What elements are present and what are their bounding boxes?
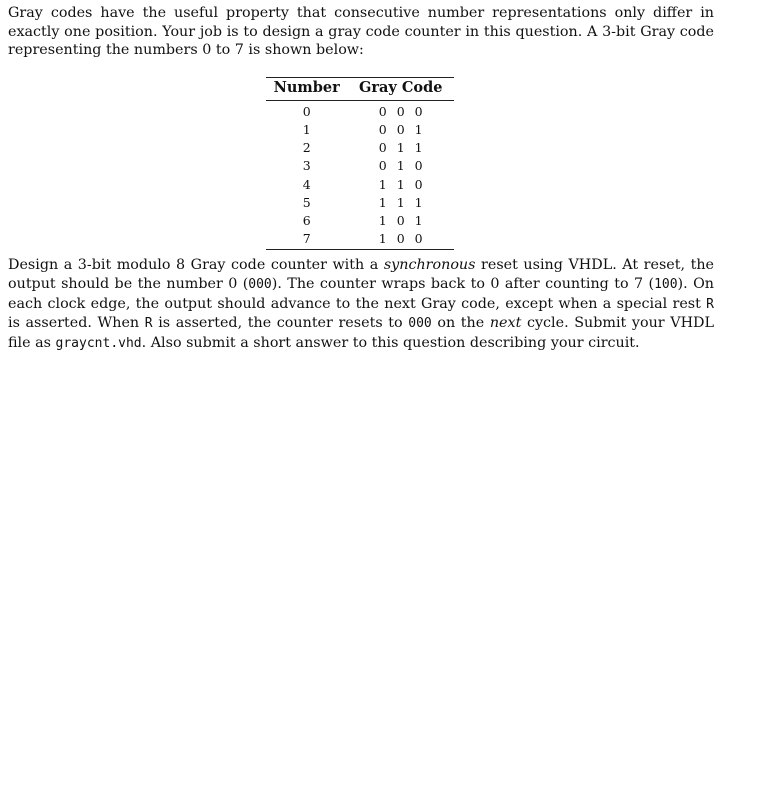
code-wrap-value: 100	[654, 277, 678, 292]
table-row	[266, 139, 454, 157]
cell-number: 5	[302, 194, 311, 210]
cell-gray-code: 0 0 0	[378, 103, 426, 119]
code-reset-value: 000	[248, 277, 272, 292]
table-row	[266, 230, 454, 250]
gray-code-table	[266, 77, 454, 251]
cell-number: 7	[266, 230, 347, 250]
table-header-row	[266, 77, 454, 100]
task-text: . Also submit a short answer to this question describing your circuit.	[141, 334, 640, 351]
task-text: is asserted, the counter resets to	[152, 315, 409, 332]
cell-gray-code: 0 1 1	[378, 140, 426, 156]
cell-gray-code: 1 0 0	[347, 230, 454, 250]
table-row	[266, 212, 454, 230]
header-gray-code: Gray Code	[347, 77, 454, 100]
gray-code-table-wrapper	[266, 77, 454, 251]
table-row	[266, 176, 454, 194]
cell-gray-code: 1 0 1	[378, 213, 426, 228]
task-text: ). The counter wraps back to 0 after counting to 7 (	[271, 276, 655, 292]
code-filename: graycnt.vhd	[55, 335, 142, 351]
task-text: ). On each clock edge, the output should advance to the next Gray code, except when a special rest	[8, 276, 714, 312]
cell-gray-code: 0 1 0	[378, 158, 426, 174]
code-reset-value: 000	[408, 316, 432, 332]
table-row	[266, 157, 454, 175]
task-text: on the	[431, 315, 490, 332]
emphasis-synchronous: synchronous	[383, 257, 476, 274]
cell-gray-code: 1 1 0	[378, 176, 426, 192]
emphasis-next: next	[489, 315, 522, 332]
task-text: cycle. Submit your VHDL file as	[8, 315, 714, 351]
document-page	[8, 4, 714, 353]
intro-paragraph: Gray codes have the useful property that consecutive number representations only differ in exactly one position. Your job is to design a gray code counter in this question. A 3-bit Gray code representing the numbers 0 to 7 is shown below:	[8, 5, 714, 59]
cell-number: 6	[302, 213, 311, 228]
task-paragraph	[8, 256, 714, 353]
task-text: reset using VHDL. At reset, the output should be the number 0 (	[8, 257, 714, 292]
header-number: Number	[266, 77, 347, 100]
cell-number: 2	[302, 140, 311, 156]
cell-gray-code: 0 0 1	[378, 121, 426, 137]
table-row	[266, 100, 454, 121]
task-text: is asserted. When	[8, 315, 145, 332]
cell-number: 1	[302, 121, 311, 137]
table-row	[266, 194, 454, 212]
cell-number: 0	[302, 103, 311, 119]
cell-gray-code: 1 1 1	[378, 194, 426, 210]
task-text: Design a 3-bit modulo 8 Gray code counter with a	[8, 257, 384, 274]
cell-number: 3	[302, 158, 311, 174]
table-row	[266, 121, 454, 139]
code-reset-signal: R	[144, 316, 153, 332]
cell-number: 4	[302, 176, 311, 192]
code-reset-signal: R	[706, 296, 714, 312]
